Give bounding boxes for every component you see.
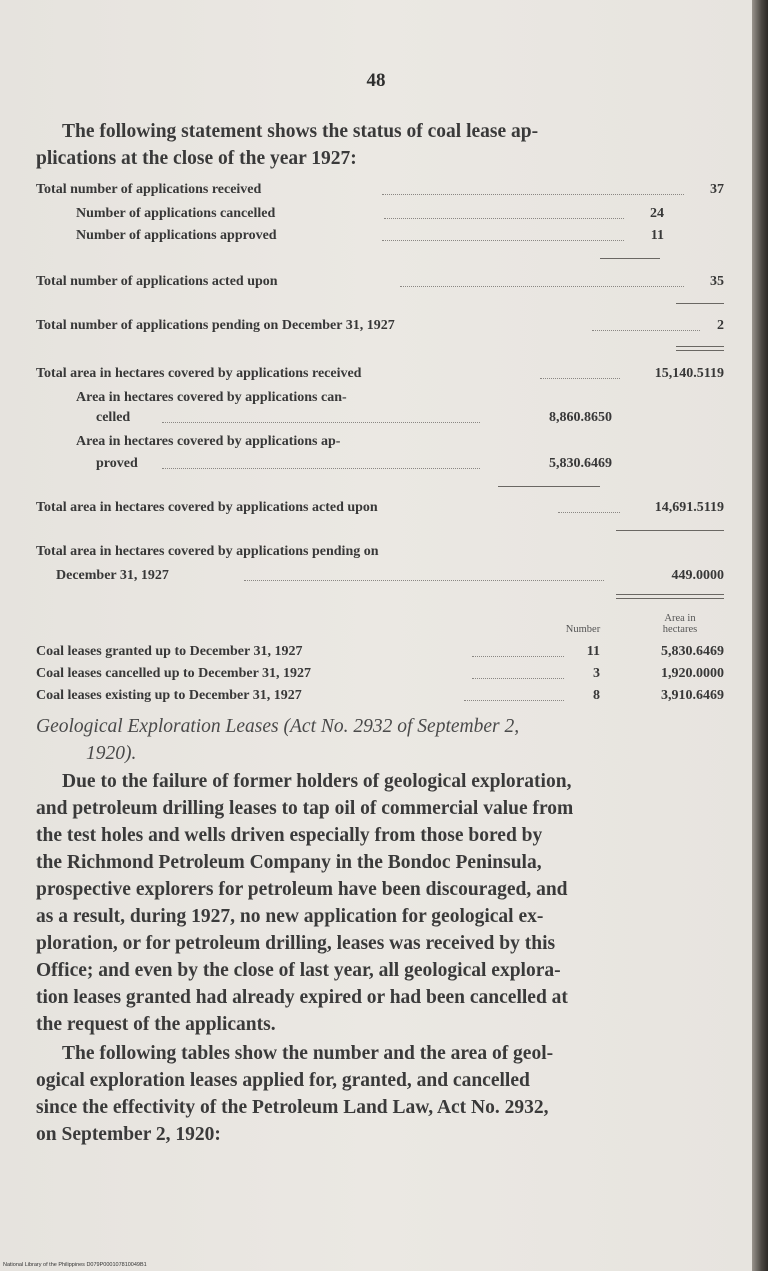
row-value: 37 <box>710 182 724 197</box>
paragraph-line: ploration, or for petroleum drilling, leases was received by this <box>36 933 556 954</box>
row-area-pending-1 <box>36 542 724 562</box>
intro-line-1: The following statement shows the status of coal lease ap- <box>62 121 539 142</box>
leader-dots <box>244 580 604 581</box>
leader-dots <box>162 422 480 423</box>
double-rule <box>616 594 724 599</box>
intro-paragraph <box>36 118 724 172</box>
paragraph-line: as a result, during 1927, no new application for geological ex- <box>36 906 544 927</box>
page-edge-shadow <box>752 0 768 1271</box>
paragraph-line: Due to the failure of former holders of geological exploration, <box>62 771 572 792</box>
table-row-number: 8 <box>593 688 600 703</box>
col-header-number: Number <box>565 624 601 635</box>
row-pending <box>36 316 724 336</box>
section-heading-line-2: 1920). <box>86 743 137 764</box>
leader-dots <box>400 286 684 287</box>
row-value: 24 <box>650 206 664 221</box>
row-value: 8,860.8650 <box>549 410 612 425</box>
row-area-acted <box>36 498 724 518</box>
row-label: Area in hectares covered by applications can- <box>76 390 347 405</box>
leader-dots <box>558 512 620 513</box>
row-label: Total area in hectares covered by applications pending on <box>36 544 379 559</box>
leader-dots <box>162 468 480 469</box>
row-area-approved-2 <box>36 454 724 474</box>
double-rule <box>676 346 724 351</box>
total-rule <box>676 303 724 304</box>
leader-dots <box>384 218 624 219</box>
paragraph-line: since the effectivity of the Petroleum Land Law, Act No. 2932, <box>36 1097 549 1118</box>
table-row-number: 11 <box>586 644 600 659</box>
row-value: 35 <box>710 274 724 289</box>
scan-footer: National Library of the Philippines D079P000107810049B1 <box>3 1262 147 1268</box>
subtotal-rule <box>600 258 660 259</box>
col-header-area <box>636 613 724 635</box>
row-area-cancelled-1 <box>36 388 724 408</box>
paragraph-line: on September 2, 1920: <box>36 1124 221 1145</box>
paragraph-line: The following tables show the number and the area of geol- <box>62 1043 554 1064</box>
row-label: December 31, 1927 <box>56 568 169 583</box>
leader-dots <box>472 678 564 679</box>
row-label: Total number of applications acted upon <box>36 274 278 289</box>
table-row-area: 3,910.6469 <box>661 688 724 703</box>
row-acted-upon <box>36 272 724 292</box>
row-value: 2 <box>717 318 724 333</box>
row-value: 14,691.5119 <box>654 500 724 515</box>
paragraph-line: the request of the applicants. <box>36 1014 276 1035</box>
row-area-cancelled-2 <box>36 408 724 428</box>
row-value: 449.0000 <box>671 568 724 583</box>
row-area-approved-1 <box>36 432 724 452</box>
paragraph-line: Office; and even by the close of last year, all geological explora- <box>36 960 561 981</box>
row-label: Total area in hectares covered by applications received <box>36 366 362 381</box>
section-heading-line-1: Geological Exploration Leases (Act No. 2932 of September 2, <box>36 716 520 737</box>
row-area-pending-2 <box>36 566 724 586</box>
paragraph-line: prospective explorers for petroleum have been discouraged, and <box>36 879 568 900</box>
paragraph-line: the test holes and wells driven especially from those bored by <box>36 825 543 846</box>
paragraph-line: ogical exploration leases applied for, granted, and cancelled <box>36 1070 530 1091</box>
total-rule <box>616 530 724 531</box>
leader-dots <box>464 700 564 701</box>
subtotal-rule <box>498 486 600 487</box>
leader-dots <box>592 330 700 331</box>
paragraph-line: tion leases granted had already expired or had been cancelled at <box>36 987 568 1008</box>
col-header-area-line-2: hectares <box>662 624 698 635</box>
row-label: Total number of applications pending on December 31, 1927 <box>36 318 395 333</box>
row-label: proved <box>96 456 138 471</box>
table-row-area: 1,920.0000 <box>661 666 724 681</box>
leader-dots <box>382 194 684 195</box>
row-label: celled <box>96 410 131 425</box>
row-cancelled <box>36 204 724 224</box>
table-row-area: 5,830.6469 <box>661 644 724 659</box>
row-label: Number of applications cancelled <box>76 206 276 221</box>
row-approved <box>36 226 724 246</box>
col-header-area-line-1: Area in <box>664 613 696 624</box>
row-label: Area in hectares covered by applications ap- <box>76 434 341 449</box>
row-value: 15,140.5119 <box>654 366 724 381</box>
body-paragraph-2 <box>36 1040 724 1148</box>
row-total-received <box>36 180 724 200</box>
paragraph-line: and petroleum drilling leases to tap oil of commercial value from <box>36 798 574 819</box>
row-label: Total area in hectares covered by applications acted upon <box>36 500 378 515</box>
leader-dots <box>382 240 624 241</box>
table-row-label: Coal leases cancelled up to December 31, 1927 <box>36 666 312 681</box>
leader-dots <box>540 378 620 379</box>
intro-line-2: plications at the close of the year 1927: <box>36 148 357 169</box>
leader-dots <box>472 656 564 657</box>
body-paragraph-1 <box>36 768 724 1038</box>
row-value: 11 <box>650 228 664 243</box>
table-row <box>36 686 724 706</box>
table-row-number: 3 <box>593 666 600 681</box>
row-label: Number of applications approved <box>76 228 277 243</box>
row-label: Total number of applications received <box>36 182 262 197</box>
page-number: 48 <box>366 70 386 91</box>
table-row-label: Coal leases granted up to December 31, 1927 <box>36 644 303 659</box>
table-row-label: Coal leases existing up to December 31, 1927 <box>36 688 302 703</box>
row-value: 5,830.6469 <box>549 456 612 471</box>
paragraph-line: the Richmond Petroleum Company in the Bondoc Peninsula, <box>36 852 542 873</box>
table-row <box>36 664 724 684</box>
row-area-received <box>36 364 724 384</box>
section-heading <box>36 713 724 767</box>
table-row <box>36 642 724 662</box>
